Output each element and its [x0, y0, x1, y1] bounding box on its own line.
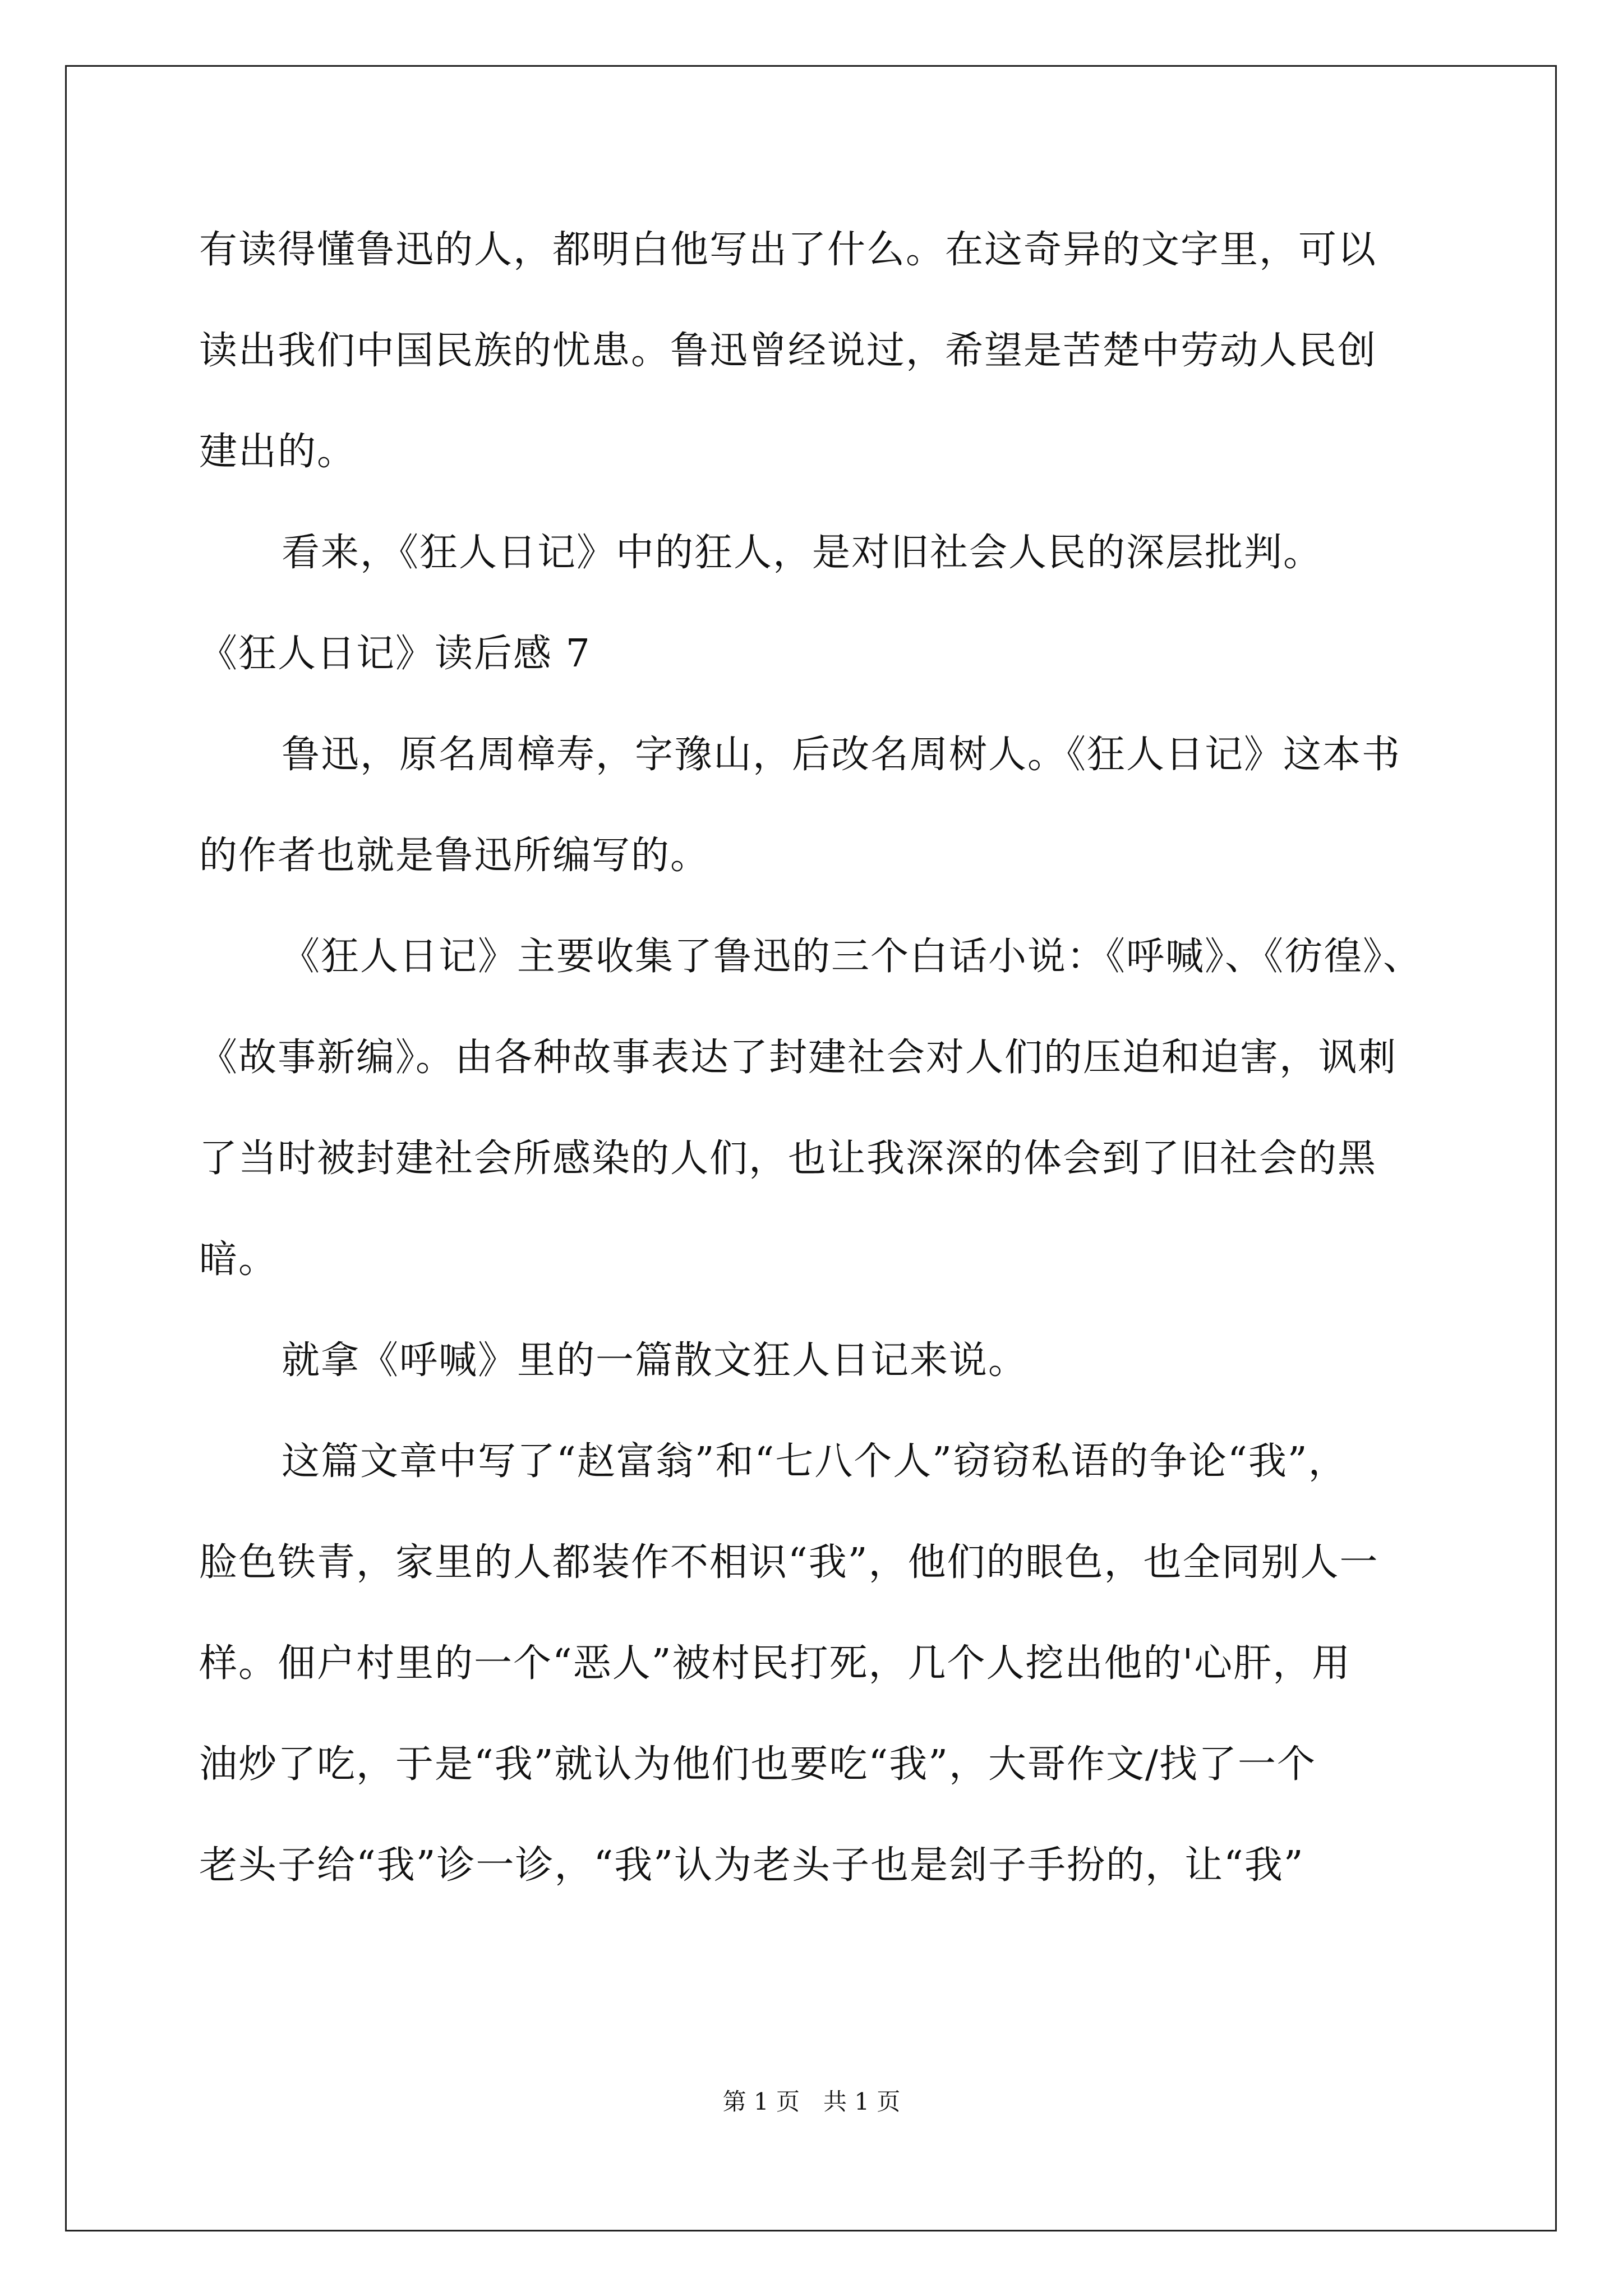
- text-line-17: 老头子给“我”诊一诊，“我”认为老头子也是刽子手扮的，让“我”: [199, 1843, 1304, 1888]
- text-line-11: 暗。: [199, 1237, 278, 1282]
- text-line-1: 有读得懂鲁迅的人，都明白他写出了什么。在这奇异的文字里，可以: [199, 228, 1377, 272]
- text-line-7: 的作者也就是鲁迅所编写的。: [199, 834, 710, 878]
- text-line-2: 读出我们中国民族的忧患。鲁迅曾经说过，希望是苦楚中劳动人民创: [199, 329, 1377, 373]
- section-heading: 《狂人日记》读后感 7: [199, 632, 591, 676]
- text-line-15: 样。佃户村里的一个“恶人”被村民打死，几个人挖出他的'心肝，用: [199, 1641, 1352, 1686]
- text-line-14: 脸色铁青，家里的人都装作不相识“我”，他们的眼色，也全同别人一: [199, 1540, 1379, 1585]
- text-line-4: 看来，《狂人日记》中的狂人，是对旧社会人民的深层批判。: [282, 531, 1323, 575]
- text-line-3: 建出的。: [199, 430, 357, 474]
- text-line-16: 油炒了吃，于是“我”就认为他们也要吃“我”，大哥作文/找了一个: [199, 1742, 1316, 1787]
- text-line-6: 鲁迅，原名周樟寿，字豫山，后改名周树人。《狂人日记》这本书: [282, 733, 1401, 777]
- text-line-12: 就拿《呼喊》里的一篇散文狂人日记来说。: [282, 1338, 1028, 1383]
- text-line-9: 《故事新编》。由各种故事表达了封建社会对人们的压迫和迫害，讽刺: [199, 1036, 1398, 1080]
- text-line-10: 了当时被封建社会所感染的人们，也让我深深的体会到了旧社会的黑: [199, 1137, 1377, 1181]
- text-line-13: 这篇文章中写了“赵富翁”和“七八个人”窃窃私语的争论“我”，: [282, 1439, 1348, 1484]
- text-line-8: 《狂人日记》主要收集了鲁迅的三个白话小说：《呼喊》、《彷徨》、: [282, 935, 1423, 979]
- page-footer: 第 1 页 共 1 页: [722, 2088, 901, 2115]
